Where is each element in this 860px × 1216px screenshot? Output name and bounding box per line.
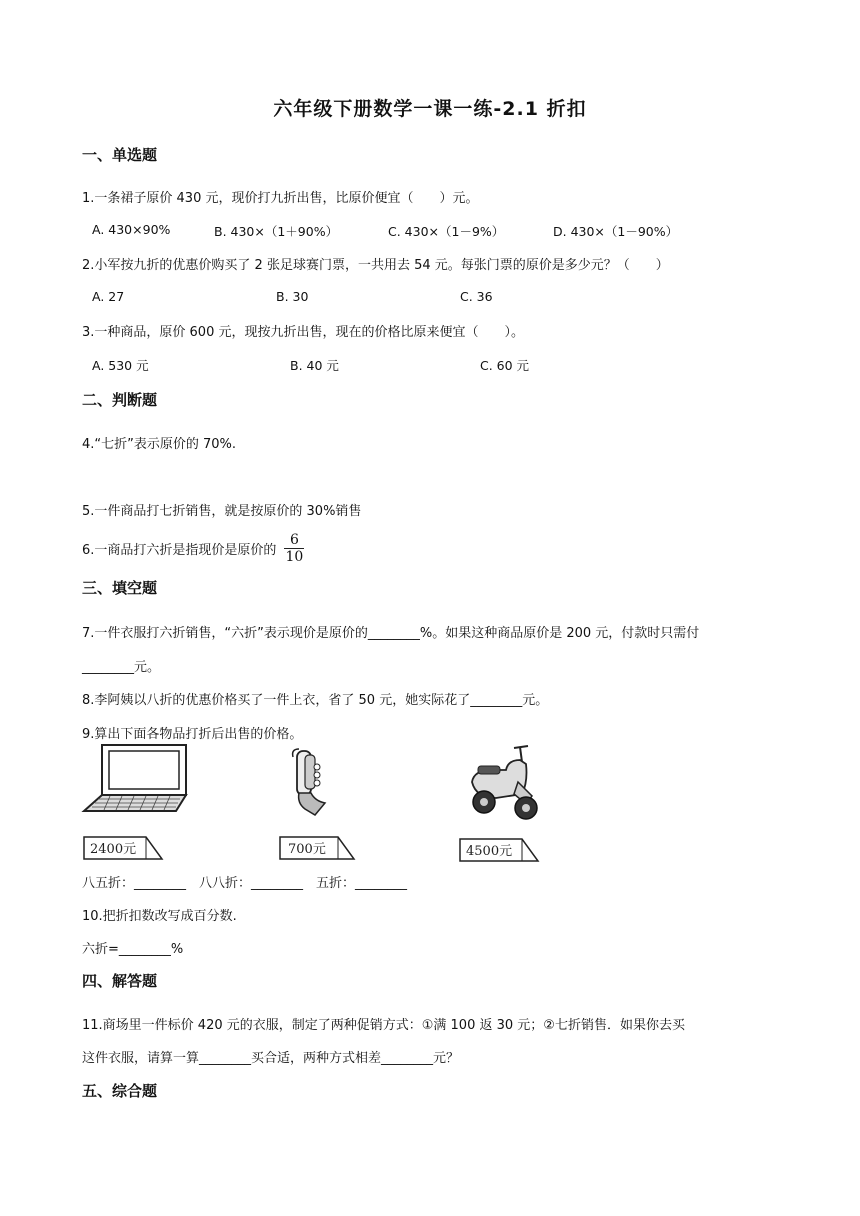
laptop-icon bbox=[80, 743, 192, 815]
question-8-stem: 8.李阿姨以八折的优惠价格买了一件上衣，省了 50 元，她实际花了________元。 bbox=[82, 693, 549, 708]
question-10-answer: 六折=________% bbox=[82, 942, 184, 957]
question-1-option-d: D. 430×（1－90%） bbox=[553, 224, 679, 239]
question-1-option-b: B. 430×（1＋90%） bbox=[214, 224, 339, 239]
question-10-stem: 10.把折扣数改写成百分数. bbox=[82, 909, 237, 924]
section-heading-solution: 四、解答题 bbox=[82, 972, 158, 990]
question-7-line-2: ________元。 bbox=[82, 660, 161, 675]
price-tag-horn bbox=[278, 835, 358, 861]
price-tag-laptop-label: 2400元 bbox=[90, 842, 137, 857]
question-7-line-1: 7.一件衣服打六折销售，“六折”表示现价是原价的________%。如果这种商品原价是 200 元，付款时只需付 bbox=[82, 626, 700, 641]
price-tag-scooter bbox=[458, 837, 542, 863]
question-6-stem: 6.一商品打六折是指现价是原价的 bbox=[82, 543, 277, 558]
question-9-answer-line: 八五折：________ 八八折：________ 五折：________ bbox=[82, 876, 408, 891]
page-title: 六年级下册数学一课一练-2.1 折扣 bbox=[273, 98, 587, 120]
question-6 bbox=[82, 533, 304, 564]
section-heading-fill-blank: 三、填空题 bbox=[82, 579, 158, 597]
price-tag-laptop bbox=[82, 835, 166, 861]
question-3-stem: 3.一种商品，原价 600 元，现按九折出售，现在的价格比原来便宜（ ）。 bbox=[82, 325, 524, 340]
price-tag-horn-label: 700元 bbox=[288, 842, 326, 857]
section-heading-comprehensive: 五、综合题 bbox=[82, 1082, 158, 1100]
question-11-line-1: 11.商场里一件标价 420 元的衣服，制定了两种促销方式：①满 100 返 30 元；②七折销售．如果你去买 bbox=[82, 1018, 685, 1033]
question-2-option-b: B. 30 bbox=[276, 289, 309, 304]
question-4-stem: 4.“七折”表示原价的 70%. bbox=[82, 437, 237, 452]
question-3-option-c: C. 60 元 bbox=[480, 358, 530, 373]
question-11-line-2: 这件衣服，请算一算________买合适，两种方式相差________元？ bbox=[82, 1051, 460, 1066]
question-1-option-a: A. 430×90% bbox=[92, 222, 171, 237]
fraction bbox=[284, 533, 304, 564]
fraction-numerator: 6 bbox=[289, 532, 299, 548]
question-5-stem: 5.一件商品打七折销售，就是按原价的 30%销售 bbox=[82, 504, 362, 519]
scooter-icon bbox=[462, 742, 546, 822]
question-3-option-b: B. 40 元 bbox=[290, 358, 339, 373]
question-2-stem: 2.小军按九折的优惠价购买了 2 张足球赛门票，一共用去 54 元。每张门票的原价是多少元？（ ） bbox=[82, 258, 669, 273]
section-heading-true-false: 二、判断题 bbox=[82, 391, 158, 409]
section-heading-single-choice: 一、单选题 bbox=[82, 146, 158, 164]
question-1-stem: 1.一条裙子原价 430 元，现价打九折出售，比原价便宜（ ）元。 bbox=[82, 191, 479, 206]
price-tag-scooter-label: 4500元 bbox=[466, 844, 513, 859]
question-3-option-a: A. 530 元 bbox=[92, 358, 149, 373]
question-9-stem: 9.算出下面各物品打折后出售的价格。 bbox=[82, 727, 303, 742]
horn-instrument-icon bbox=[285, 745, 333, 817]
fraction-denominator: 10 bbox=[285, 549, 304, 565]
question-1-option-c: C. 430×（1－9%） bbox=[388, 224, 505, 239]
question-2-option-a: A. 27 bbox=[92, 289, 125, 304]
question-2-option-c: C. 36 bbox=[460, 289, 493, 304]
